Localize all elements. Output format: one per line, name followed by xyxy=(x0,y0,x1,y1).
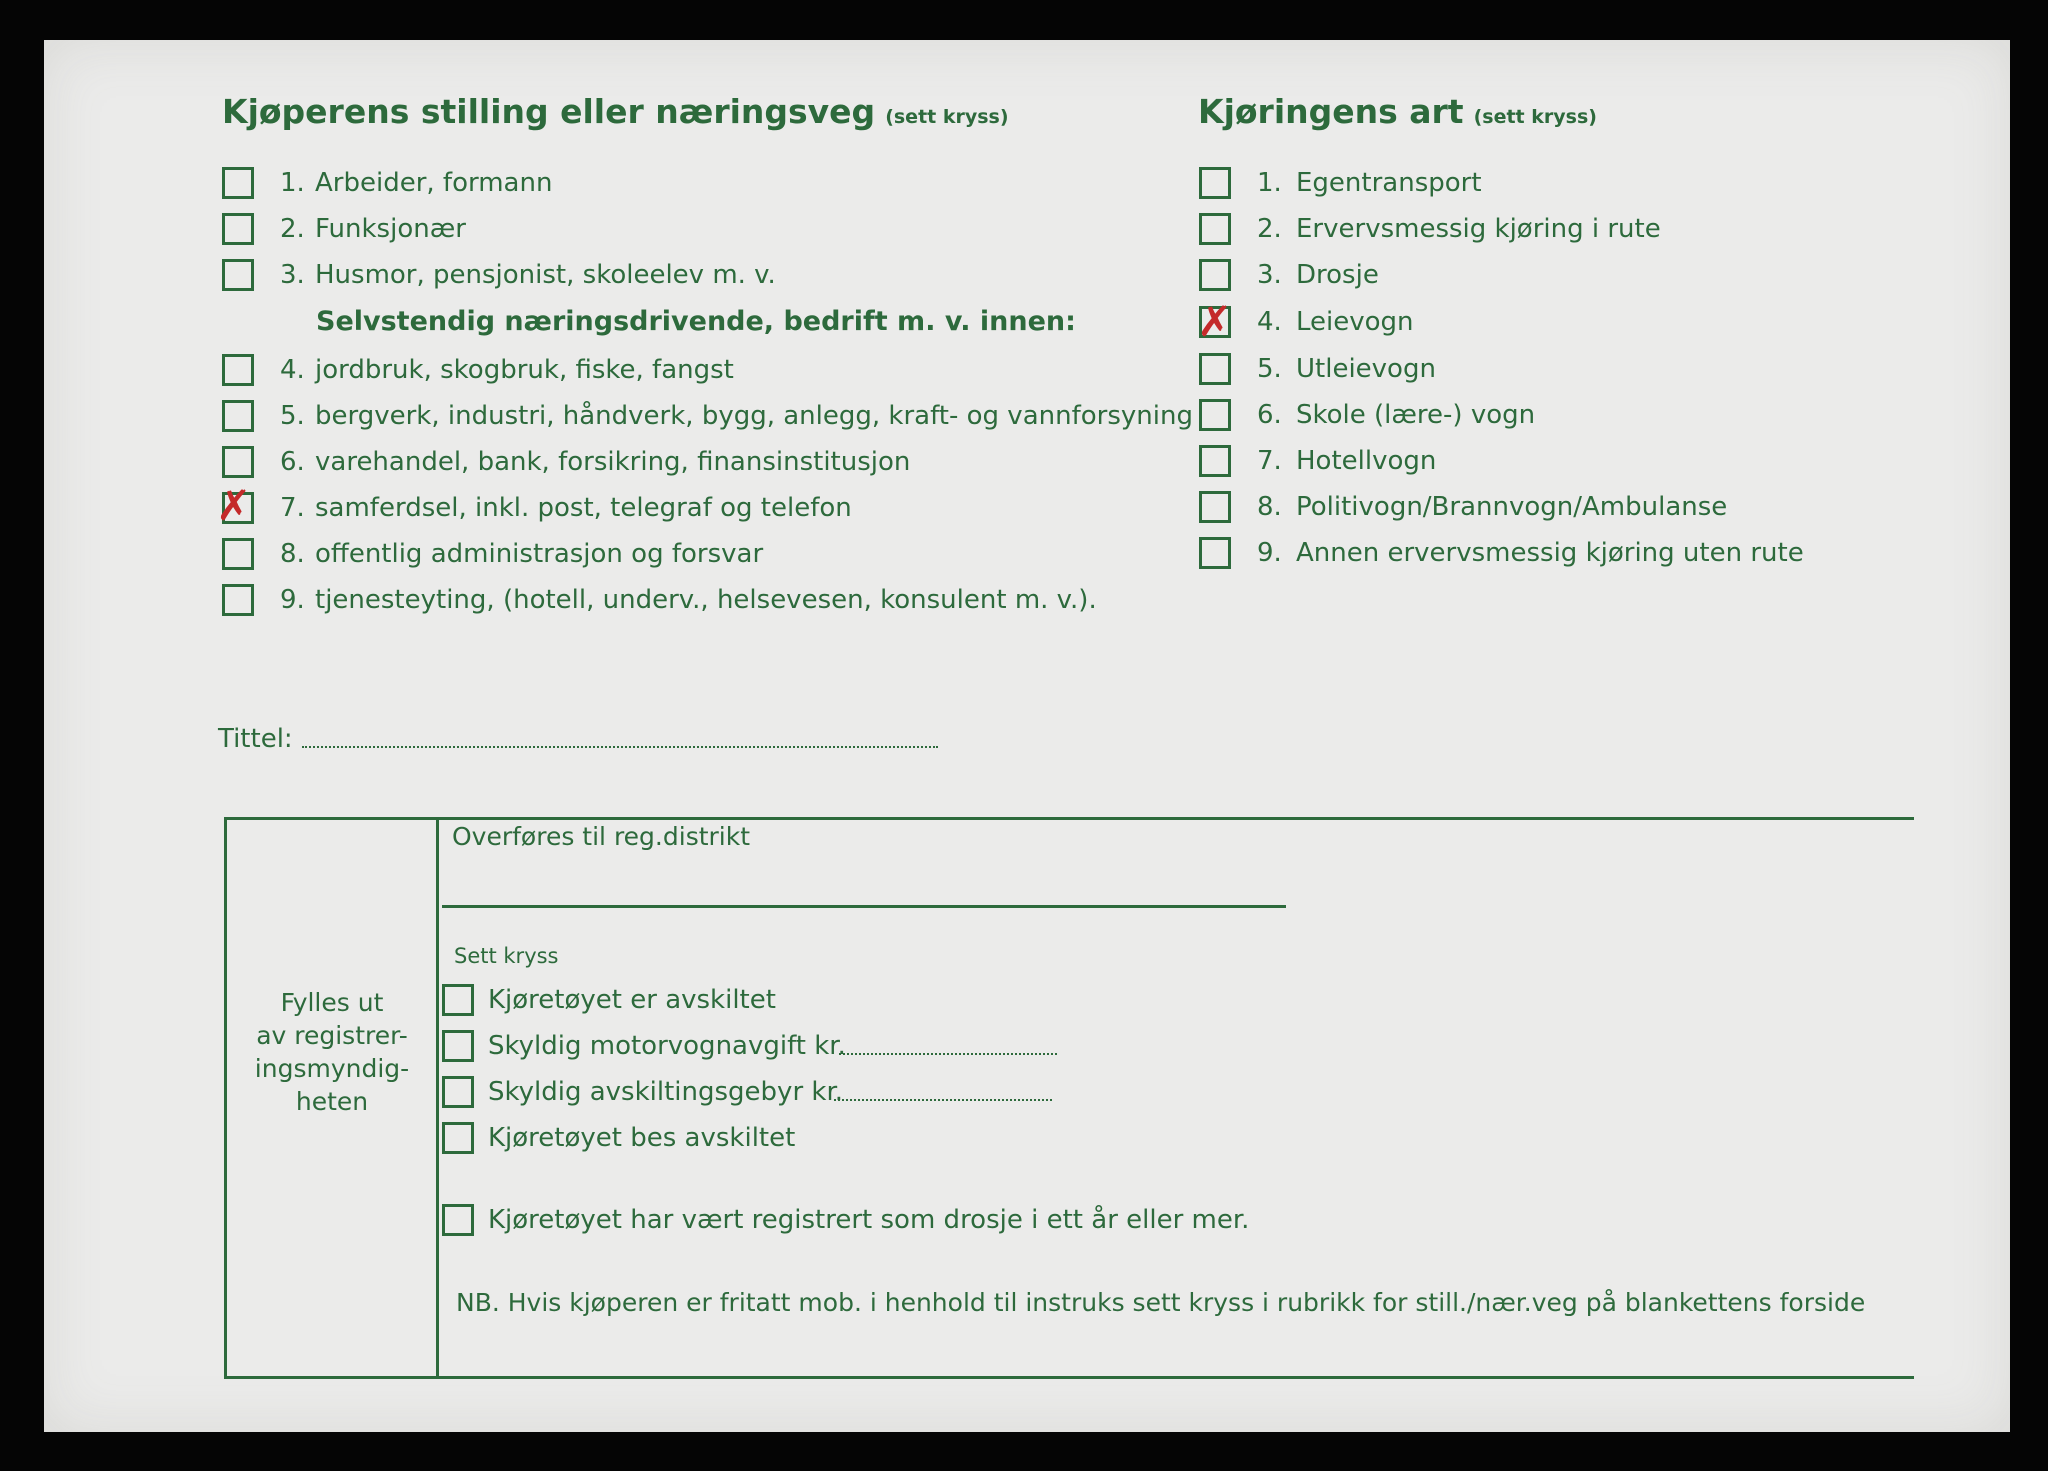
option-label: Husmor, pensjonist, skoleelev m. v. xyxy=(315,260,776,290)
option-label: Annen ervervsmessig kjøring uten rute xyxy=(1296,538,1804,568)
option-label: Kjøretøyet har vært registrert som drosje i ett år eller mer. xyxy=(488,1205,1250,1235)
checkbox[interactable] xyxy=(1199,399,1231,431)
checkbox[interactable] xyxy=(1199,353,1231,385)
registry-option-deregistration-fee[interactable] xyxy=(442,1076,1242,1112)
option-label: Hotellvogn xyxy=(1296,446,1437,476)
checkbox[interactable] xyxy=(442,1076,474,1108)
label-line: ingsmyndig- xyxy=(254,1054,410,1083)
option-label: Kjøretøyet bes avskiltet xyxy=(488,1123,796,1153)
registry-option-request-deregistration[interactable] xyxy=(442,1122,1242,1158)
occupation-option-1[interactable] xyxy=(222,167,1002,203)
registry-option-deregistered[interactable] xyxy=(442,984,1242,1020)
driving-option-2[interactable] xyxy=(1199,213,1899,249)
occupation-option-6[interactable] xyxy=(222,446,1202,482)
driving-option-7[interactable] xyxy=(1199,445,1899,481)
option-label: Leievogn xyxy=(1296,307,1414,337)
option-number: 8. xyxy=(280,539,305,569)
option-number: 7. xyxy=(1257,446,1282,476)
heading-note: (sett kryss) xyxy=(885,106,1009,128)
checkbox[interactable] xyxy=(222,259,254,291)
checkbox[interactable] xyxy=(222,538,254,570)
option-label: Funksjonær xyxy=(315,214,466,244)
heading-text: Kjøringens art xyxy=(1198,92,1464,131)
option-label: Ervervsmessig kjøring i rute xyxy=(1296,214,1661,244)
box-top-border xyxy=(224,817,1914,820)
motor-tax-amount-line[interactable] xyxy=(839,1053,1057,1055)
box-divider xyxy=(436,817,439,1379)
registry-option-motor-tax[interactable] xyxy=(442,1030,1242,1066)
checkbox[interactable] xyxy=(442,1204,474,1236)
box-bottom-border xyxy=(224,1376,1914,1379)
option-number: 6. xyxy=(1257,400,1282,430)
option-label: Egentransport xyxy=(1296,168,1482,198)
checkbox[interactable] xyxy=(222,213,254,245)
checkbox[interactable] xyxy=(222,400,254,432)
option-number: 1. xyxy=(280,168,305,198)
driving-option-1[interactable] xyxy=(1199,167,1899,203)
heading-note: (sett kryss) xyxy=(1473,106,1597,128)
checkbox[interactable] xyxy=(442,984,474,1016)
driving-option-5[interactable] xyxy=(1199,353,1899,389)
option-label: Skyldig motorvognavgift kr. xyxy=(488,1031,846,1061)
driving-option-3[interactable] xyxy=(1199,259,1899,295)
transfer-district-line[interactable] xyxy=(442,905,1286,908)
checkbox[interactable] xyxy=(1199,491,1231,523)
checkbox[interactable] xyxy=(1199,213,1231,245)
label-line: Fylles ut xyxy=(280,988,384,1017)
occupation-option-7[interactable] xyxy=(216,481,1202,530)
checkbox[interactable] xyxy=(222,446,254,478)
label-line: heten xyxy=(295,1087,369,1116)
occupation-option-9[interactable] xyxy=(222,584,1202,620)
option-label: tjenesteyting, (hotell, underv., helsevesen, konsulent m. v.). xyxy=(315,585,1097,615)
checkbox[interactable] xyxy=(222,354,254,386)
option-number: 2. xyxy=(1257,214,1282,244)
occupation-option-2[interactable] xyxy=(222,213,1002,249)
checkbox[interactable] xyxy=(1199,445,1231,477)
checkbox[interactable] xyxy=(442,1122,474,1154)
option-label: varehandel, bank, forsikring, finansinstitusjon xyxy=(315,447,911,477)
option-number: 9. xyxy=(280,585,305,615)
option-label: bergverk, industri, håndverk, bygg, anlegg, kraft- og vannforsyning xyxy=(315,401,1193,431)
handwritten-cross-mark: ✗ xyxy=(1197,297,1233,346)
driving-option-8[interactable] xyxy=(1199,491,1899,527)
checkbox[interactable] xyxy=(1199,259,1231,291)
box-left-border xyxy=(224,817,227,1379)
option-label: Skyldig avskiltingsgebyr kr. xyxy=(488,1077,844,1107)
option-number: 3. xyxy=(1257,260,1282,290)
occupation-option-4[interactable] xyxy=(222,354,1202,390)
occupation-option-5[interactable] xyxy=(222,400,1202,436)
option-label: Kjøretøyet er avskiltet xyxy=(488,985,776,1015)
sett-kryss-label: Sett kryss xyxy=(454,944,559,968)
driving-option-4[interactable] xyxy=(1197,297,1899,346)
option-number: 5. xyxy=(1257,354,1282,384)
checkbox[interactable] xyxy=(222,167,254,199)
option-label: Politivogn/Brannvogn/Ambulanse xyxy=(1296,492,1728,522)
option-number: 5. xyxy=(280,401,305,431)
option-number: 8. xyxy=(1257,492,1282,522)
driving-option-9[interactable] xyxy=(1199,537,1899,573)
transfer-district-label: Overføres til reg.distrikt xyxy=(452,822,751,851)
occupation-option-8[interactable] xyxy=(222,538,1202,574)
option-label: samferdsel, inkl. post, telegraf og telefon xyxy=(315,493,852,523)
buyer-occupation-heading xyxy=(222,92,1009,131)
option-number: 7. xyxy=(280,493,305,523)
occupation-option-3[interactable] xyxy=(222,259,1002,295)
heading-text: Kjøperens stilling eller næringsveg xyxy=(222,92,876,131)
option-label: Arbeider, formann xyxy=(315,168,553,198)
option-number: 1. xyxy=(1257,168,1282,198)
checkbox[interactable] xyxy=(1199,167,1231,199)
option-number: 2. xyxy=(280,214,305,244)
option-number: 9. xyxy=(1257,538,1282,568)
handwritten-cross-mark: ✗ xyxy=(216,481,252,530)
title-field-line[interactable] xyxy=(302,746,938,748)
title-field-label: Tittel: xyxy=(218,724,293,754)
option-number: 6. xyxy=(280,447,305,477)
option-number: 4. xyxy=(280,355,305,385)
checkbox[interactable] xyxy=(222,584,254,616)
option-label: jordbruk, skogbruk, fiske, fangst xyxy=(315,355,734,385)
option-label: Skole (lære-) vogn xyxy=(1296,400,1536,430)
self-employed-subheading: Selvstendig næringsdrivende, bedrift m. v. innen: xyxy=(316,306,1076,337)
deregistration-fee-amount-line[interactable] xyxy=(834,1099,1052,1101)
checkbox[interactable] xyxy=(1199,537,1231,569)
registry-authority-label xyxy=(228,986,436,1118)
driving-type-heading xyxy=(1198,92,1597,131)
checkbox[interactable] xyxy=(442,1030,474,1062)
nb-note: NB. Hvis kjøperen er fritatt mob. i henhold til instruks sett kryss i rubrikk for still./nær.veg på blankettens forside xyxy=(456,1288,1866,1317)
label-line: av registrer- xyxy=(256,1021,408,1050)
form-sheet xyxy=(44,40,2010,1432)
option-label: Utleievogn xyxy=(1296,354,1436,384)
registry-option-taxi-one-year[interactable] xyxy=(442,1204,1442,1240)
option-number: 3. xyxy=(280,260,305,290)
option-number: 4. xyxy=(1257,307,1282,337)
driving-option-6[interactable] xyxy=(1199,399,1899,435)
option-label: offentlig administrasjon og forsvar xyxy=(315,539,764,569)
option-label: Drosje xyxy=(1296,260,1379,290)
